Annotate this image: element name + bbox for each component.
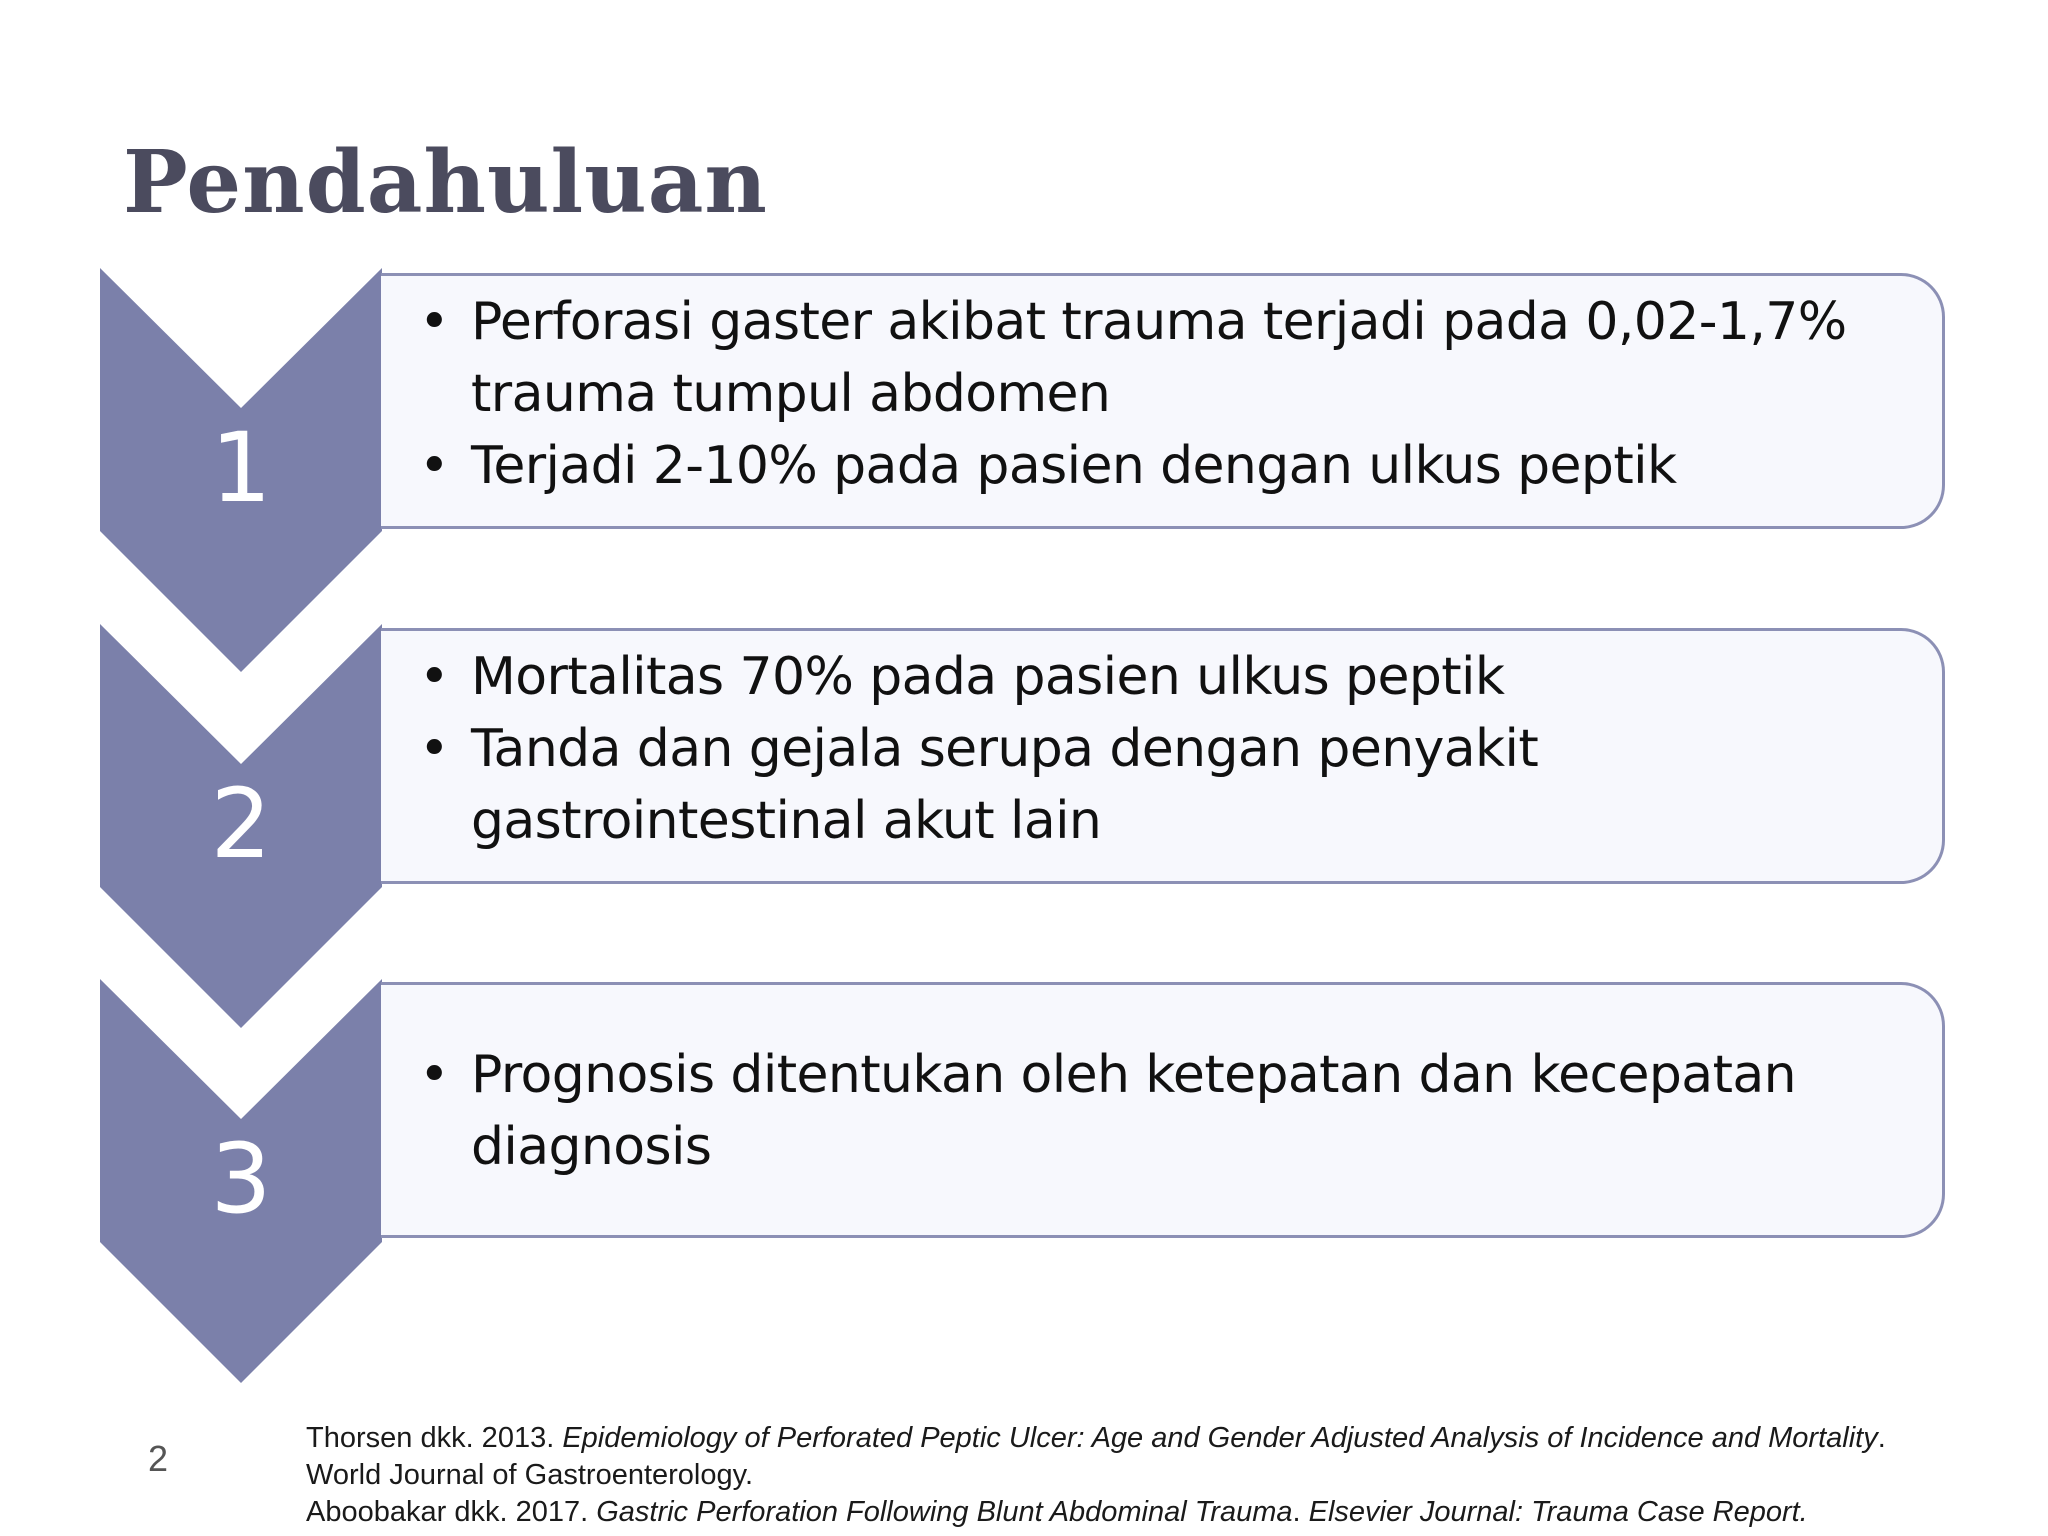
step-3-box <box>381 982 1945 1238</box>
list-item <box>381 430 1918 502</box>
bullet-icon: • <box>419 292 450 352</box>
reference-author: Thorsen dkk. 2013. <box>306 1422 563 1454</box>
step-1-box <box>381 273 1945 529</box>
step-2-bullets <box>381 641 1918 857</box>
reference-title: Epidemiology of Perforated Peptic Ulcer: Age and Gender Adjusted Analysis of Incidence and Mortality <box>562 1422 1878 1454</box>
bullet-text: Terjadi 2-10% pada pasien dengan ulkus peptik <box>471 436 1677 496</box>
step-2-number: 2 <box>210 768 272 880</box>
step-1-bullets <box>381 286 1918 502</box>
list-item <box>381 1039 1918 1183</box>
bullet-icon: • <box>419 647 450 707</box>
bullet-text: Prognosis ditentukan oleh ketepatan dan kecepatan diagnosis <box>471 1045 1796 1177</box>
reference-line <box>306 1494 2046 1531</box>
reference-author: Aboobakar dkk. 2017. <box>306 1496 597 1528</box>
reference-line <box>306 1420 2046 1457</box>
reference-title: Gastric Perforation Following Blunt Abdominal Trauma <box>596 1496 1293 1528</box>
bullet-icon: • <box>419 719 450 779</box>
list-item <box>381 641 1918 713</box>
references <box>306 1420 2046 1531</box>
page-number: 2 <box>148 1438 169 1479</box>
step-2-box <box>381 628 1945 884</box>
bullet-icon: • <box>419 1045 450 1105</box>
reference-journal: World Journal of Gastroenterology. <box>306 1459 754 1491</box>
reference-journal: Elsevier Journal: Trauma Case Report. <box>1308 1496 1808 1528</box>
reference-punctuation: . <box>1292 1496 1309 1528</box>
bullet-text: Tanda dan gejala serupa dengan penyakit gastrointestinal akut lain <box>471 719 1539 851</box>
bullet-icon: • <box>419 436 450 496</box>
list-item <box>381 286 1918 430</box>
bullet-text: Perforasi gaster akibat trauma terjadi pada 0,02-1,7% trauma tumpul abdomen <box>471 292 1847 424</box>
reference-punctuation: . <box>1877 1422 1886 1454</box>
bullet-text: Mortalitas 70% pada pasien ulkus peptik <box>471 647 1505 707</box>
list-item <box>381 713 1918 857</box>
step-3-number: 3 <box>210 1123 272 1235</box>
step-3-bullets <box>381 1039 1918 1183</box>
step-1-number: 1 <box>210 412 272 524</box>
slide-title: Pendahuluan <box>123 132 768 233</box>
reference-line <box>306 1457 2046 1494</box>
